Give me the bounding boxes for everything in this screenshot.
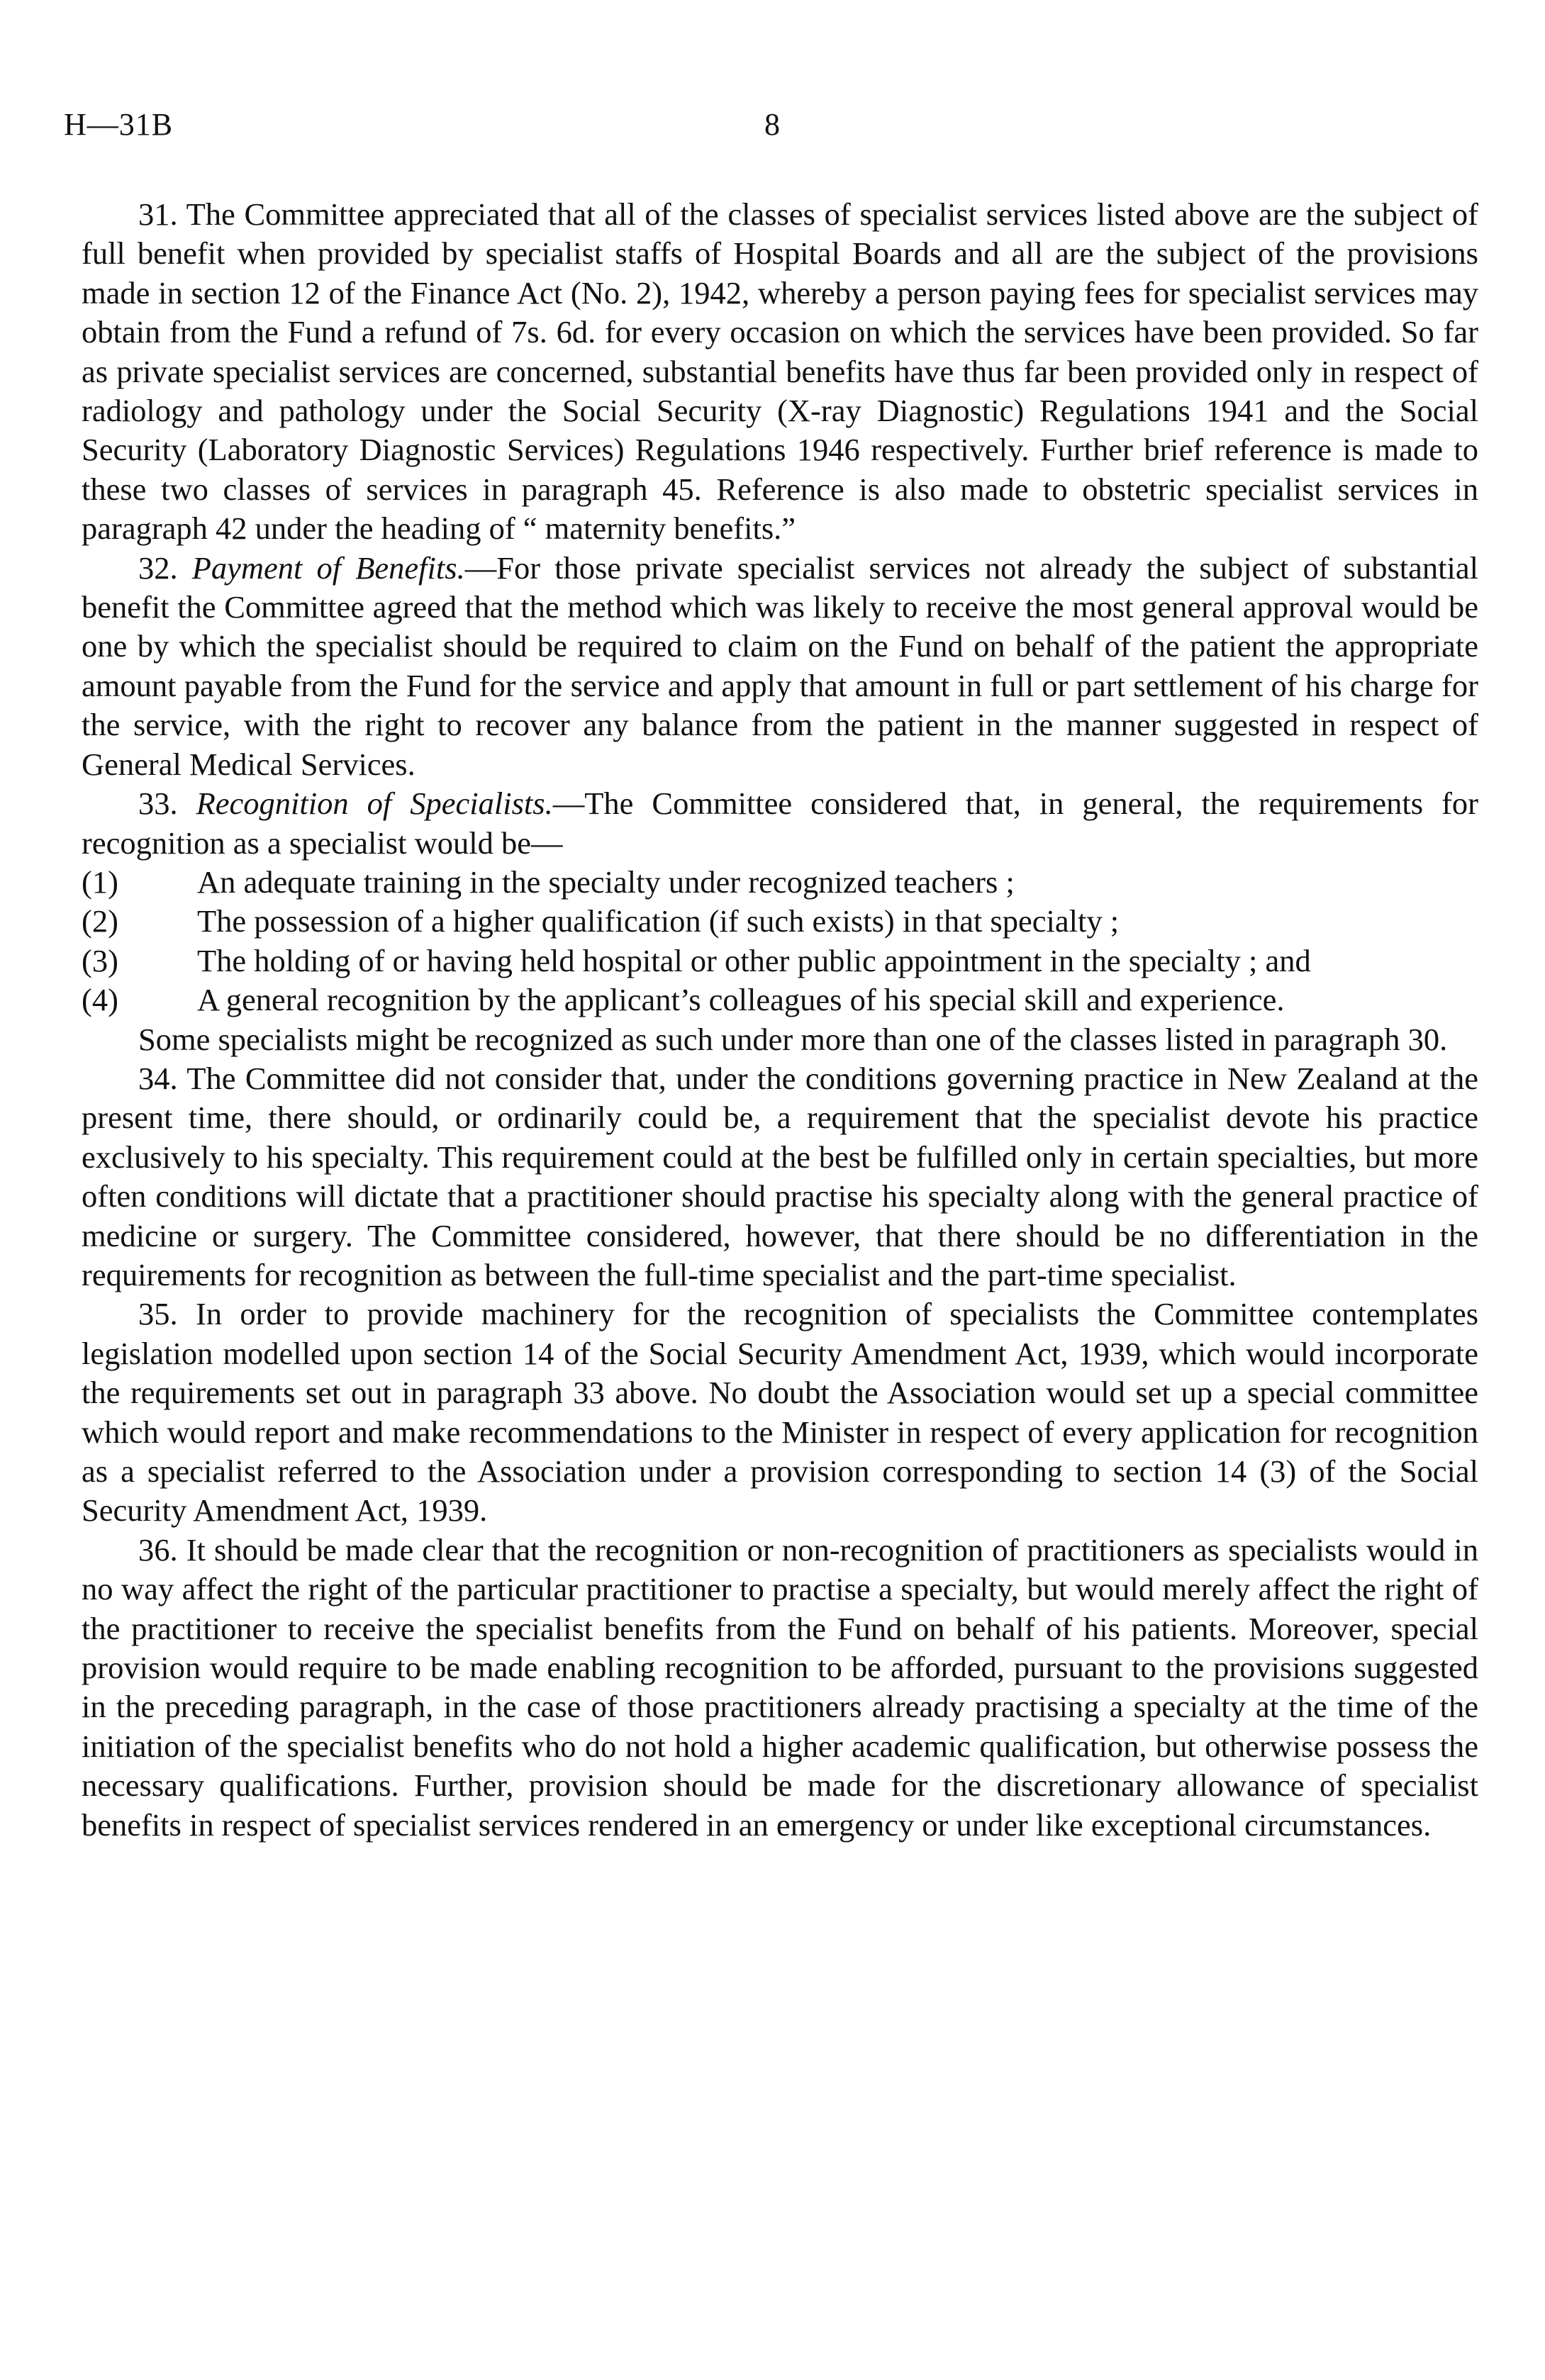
paragraph-text: —For those private specialist services not already the subject of substantial benefit the Committee agreed that the method which was likely to receive the most general approval would be one by which the specialist should be required to claim on the Fund on behalf of the patient the appropriate amount payable from the Fund for the service and apply that amount in full or part settlement of his charge for the service, with the right to recover any balance from the patient in the manner suggested in respect of General Medical Services.	[82, 549, 1478, 782]
paragraph-number: 32.	[138, 549, 178, 586]
list-item	[82, 981, 1478, 1019]
paragraph-34	[82, 1059, 1478, 1295]
paragraph-number: 31.	[138, 196, 178, 232]
paragraph-text: —The Committee considered that, in general, the requirements for recognition as a specialist would be—	[82, 786, 1478, 861]
paragraph-33-closing	[82, 1020, 1478, 1059]
page-header	[64, 106, 1481, 149]
paragraph-36	[82, 1531, 1478, 1845]
requirements-list	[82, 863, 1478, 1020]
paragraph-text: In order to provide machinery for the recognition of specialists the Committee contemplates legislation modelled upon section 14 of the Social Security Amendment Act, 1939, which would incorporate the requirements set out in paragraph 33 above. No doubt the Association would set up a special committee which would report and make recommendations to the Minister in respect of every application for recognition as a specialist referred to the Association under a provision corresponding to section 14 (3) of the Social Security Amendment Act, 1939.	[82, 1296, 1479, 1529]
paragraph-heading: Recognition of Specialists.	[196, 786, 553, 822]
list-item	[82, 942, 1478, 981]
list-item-number: (3)	[82, 942, 118, 978]
paragraph-text: The Committee did not consider that, under the conditions governing practice in New Zealand at the present time, there should, or ordinarily could be, a requirement that the specialist devote his practice exclusively to his specialty. This requirement could at the best be fulfilled only in certain specialties, but more often conditions will dictate that a practitioner should practise his specialty along with the general practice of medicine or surgery. The Committee considered, however, that there should be no differentiation in the requirements for recognition as between the full-time specialist and the part-time specialist.	[82, 1060, 1479, 1292]
list-item-number: (2)	[82, 903, 118, 939]
paragraph-35	[82, 1295, 1478, 1530]
paragraph-number: 36.	[138, 1531, 178, 1568]
paragraph-text: It should be made clear that the recognition or non-recognition of practitioners as specialists would in no way affect the right of the particular practitioner to practise a specialty, but would merely affect the right of the practitioner to receive the specialist benefits from the Fund on behalf of his patients. Moreover, special provision would require to be made enabling recognition to be afforded, pursuant to the provisions suggested in the preceding paragraph, in the case of those practitioners already practising a specialty at the time of the initiation of the specialist benefits who do not hold a higher academic qualification, but otherwise possess the necessary qualifications. Further, provision should be made for the discretionary allowance of specialist benefits in respect of specialist services rendered in an emergency or under like exceptional circumstances.	[82, 1531, 1479, 1843]
paragraph-number: 33.	[138, 786, 178, 822]
body-text	[82, 195, 1478, 1845]
paragraph-31	[82, 195, 1478, 549]
list-item-number: (4)	[82, 982, 118, 1018]
paragraph-text: Some specialists might be recognized as such under more than one of the classes listed in paragraph 30.	[138, 1021, 1448, 1057]
list-item	[82, 863, 1478, 902]
list-item-text: An adequate training in the specialty under recognized teachers ;	[197, 864, 1015, 900]
page-number: 8	[764, 107, 780, 142]
document-code: H—31B	[64, 107, 174, 142]
paragraph-text: The Committee appreciated that all of the classes of specialist services listed above are the subject of full benefit when provided by specialist staffs of Hospital Boards and all are the subject of the provisions made in section 12 of the Finance Act (No. 2), 1942, whereby a person paying fees for specialist services may obtain from the Fund a refund of 7s. 6d. for every occasion on which the services have been provided. So far as private specialist services are concerned, substantial benefits have thus far been provided only in respect of radiology and pathology under the Social Security (X-ray Diagnostic) Regulations 1941 and the Social Security (Laboratory Diagnostic Services) Regulations 1946 respectively. Further brief reference is made to these two classes of services in paragraph 45. Reference is also made to obstetric specialist services in paragraph 42 under the heading of “ maternity benefits.”	[82, 196, 1478, 547]
paragraph-32	[82, 549, 1478, 784]
paragraph-heading: Payment of Benefits.	[191, 549, 465, 586]
list-item-text: The holding of or having held hospital or other public appointment in the specialty ; and	[197, 942, 1311, 978]
list-item-number: (1)	[82, 864, 118, 900]
paragraph-33	[82, 784, 1478, 863]
list-item-text: The possession of a higher qualification (if such exists) in that specialty ;	[197, 903, 1120, 939]
paragraph-number: 35.	[138, 1296, 178, 1332]
list-item	[82, 902, 1478, 941]
list-item-text: A general recognition by the applicant’s colleagues of his special skill and experience.	[197, 982, 1285, 1018]
paragraph-number: 34.	[138, 1060, 178, 1096]
